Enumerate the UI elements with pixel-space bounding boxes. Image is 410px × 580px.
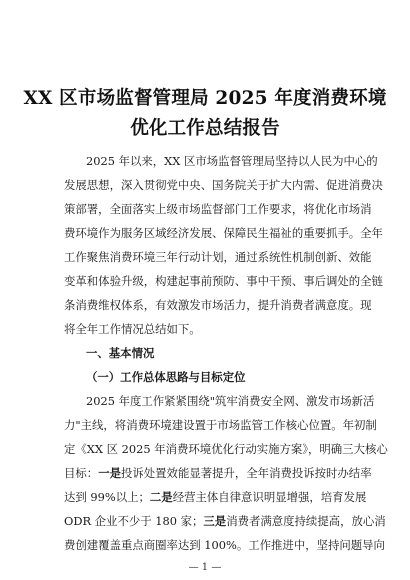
emphasis-text: 一是 (98, 466, 121, 480)
body-line: 费创建覆盖重点商圈率达到 100%。工作推进中，坚持问题导向 (64, 538, 385, 552)
intro-line: 变革和体验升级，构建起事前预防、事中干预、事后调处的全链 (64, 274, 383, 288)
body-line (64, 514, 386, 529)
intro-line: 费环境作为服务区域经济发展、保障民生福祉的重要抓手。全年 (64, 226, 383, 240)
section-heading: 一、基本情况 (86, 346, 155, 360)
intro-line: 发展思想，深入贯彻党中央、国务院关于扩大内需、促进消费决 (64, 178, 383, 192)
intro-line: 策部署，全面落实上级市场监督部门工作要求，将优化市场消 (64, 202, 372, 216)
page-number: — 1 — (188, 562, 222, 573)
body-text: 目标： (64, 466, 99, 480)
intro-line: 条消费维权体系，有效激发市场活力，提升消费者满意度。现 (64, 298, 372, 312)
body-text: 经营主体自律意识明显增强，培育发展 (172, 490, 367, 504)
body-text: 达到 99%以上； (64, 490, 150, 504)
body-text: 消费者满意度持续提高，放心消 (226, 514, 386, 528)
body-line (64, 466, 372, 481)
emphasis-text: 三是 (203, 514, 227, 528)
body-text: 投诉处置效能显著提升，全年消费投诉按时办结率 (120, 466, 372, 480)
body-line: 定《XX 区 2025 年消费环境优化行动实施方案》，明确三大核心 (64, 442, 388, 456)
body-line (64, 490, 367, 505)
body-text: ODR 企业不少于 180 家； (64, 514, 204, 528)
intro-line: 2025 年以来，XX 区市场监督管理局坚持以人民为中心的 (86, 154, 378, 168)
intro-line: 工作聚焦消费环境三年行动计划，通过系统性机制创新、效能 (64, 250, 372, 264)
subsection-heading: （一）工作总体思路与目标定位 (86, 370, 246, 384)
title-line-2: 优化工作总结报告 (130, 118, 280, 139)
emphasis-text: 二是 (149, 490, 173, 504)
body-line: 2025 年度工作紧紧围绕"筑牢消费安全网、激发市场新活 (86, 394, 375, 408)
intro-line: 将全年工作情况总结如下。 (64, 322, 201, 336)
title-line-1: XX 区市场监督管理局 2025 年度消费环境 (23, 88, 387, 109)
body-line: 力"主线，将消费环境建设置于市场监管工作核心位置。年初制 (64, 418, 377, 432)
